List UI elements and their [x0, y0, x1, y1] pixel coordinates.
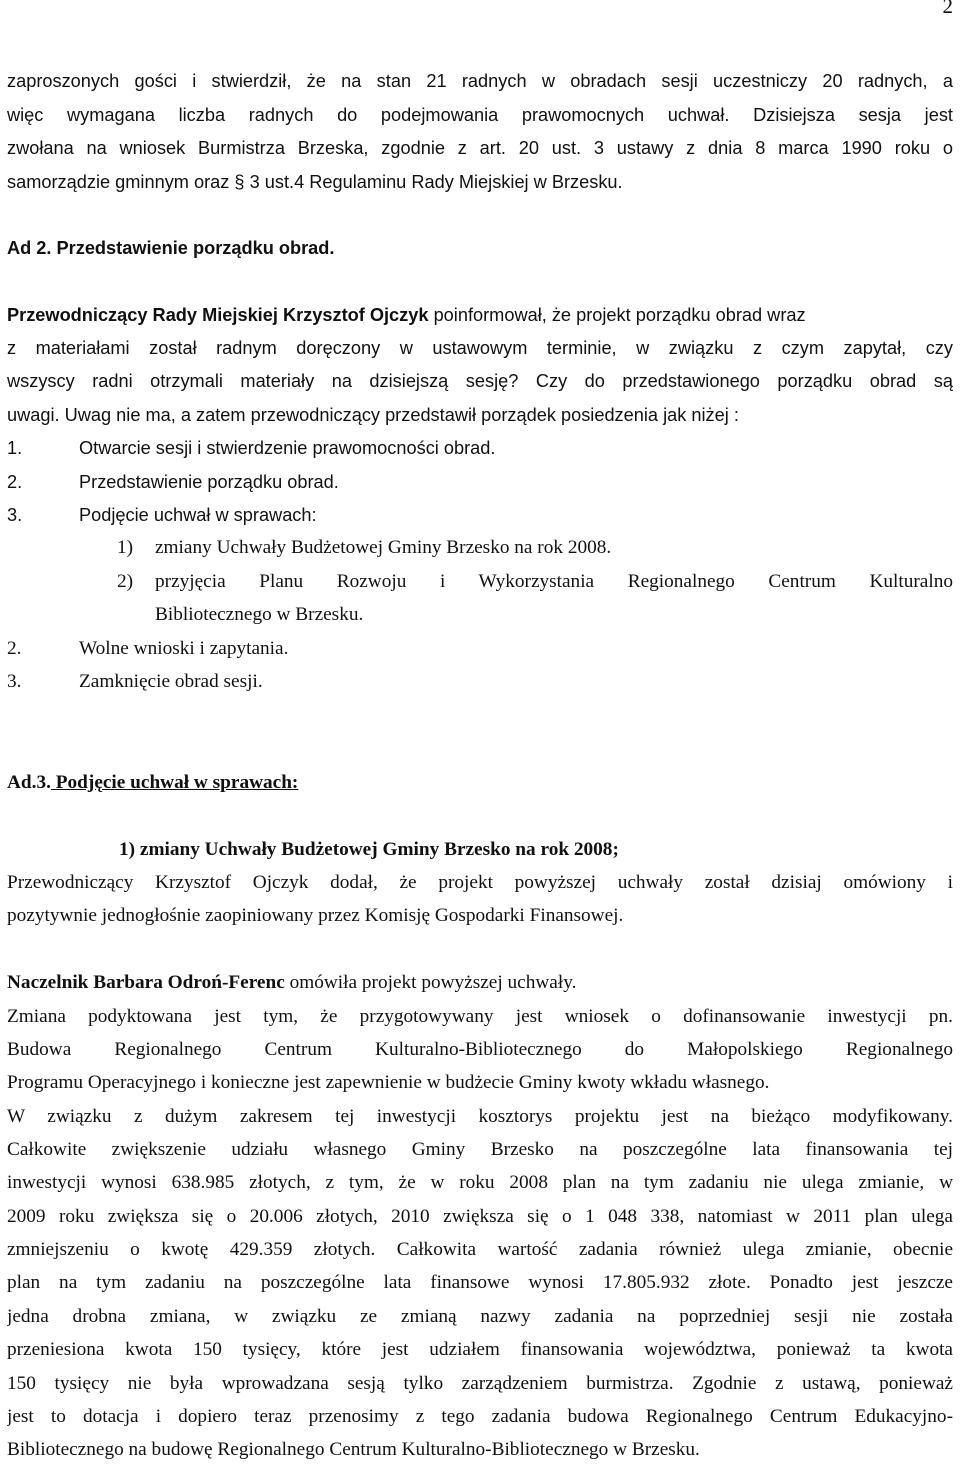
page-number: 2: [942, 0, 953, 18]
naczelnik-text: omówiła projekt powyższej uchwały.: [284, 972, 577, 993]
intro-line: zwołana na wniosek Burmistrza Brzeska, zgodnie z art. 20 ust. 3 ustawy z dnia 8 marca 1990 roku o: [7, 138, 953, 158]
agenda-num: 2.: [7, 472, 23, 492]
agenda-text: Podjęcie uchwał w sprawach:: [79, 505, 317, 525]
agenda-num: 2.: [7, 638, 22, 659]
ad3-para2-line: Bibliotecznego na budowę Regionalnego Centrum Kulturalno-Bibliotecznego w Brzesku.: [7, 1439, 700, 1460]
naczelnik-line: [7, 971, 953, 995]
ad3-para2-line: Całkowite zwiększenie udziału własnego Gminy Brzesko na poszczególne lata finansowania tej: [7, 1139, 953, 1160]
agenda-item: [7, 637, 953, 661]
agenda-text: Wolne wnioski i zapytania.: [79, 638, 289, 659]
ad3-para2-line: inwestycji wynosi 638.985 złotych, z tym, że w roku 2008 plan na tym zadaniu nie ulega zmianie, w: [7, 1172, 953, 1193]
agenda-num: 3.: [7, 505, 23, 525]
ad2-heading: Ad 2. Przedstawienie porządku obrad.: [7, 238, 335, 258]
agenda-text: Zamknięcie obrad sesji.: [79, 671, 263, 692]
ad3-para2-line: zmniejszeniu o kwotę 429.359 złotych. Całkowita wartość zadania również ulega zmianie, obecnie: [7, 1239, 953, 1260]
ad3-para2-line: Programu Operacyjnego i konieczne jest zapewnienie w budżecie Gminy kwoty wkładu własnego.: [7, 1072, 770, 1093]
ad3-para1-line: pozytywnie jednogłośnie zaopiniowany przez Komisję Gospodarki Finansowej.: [7, 905, 624, 926]
ad2-para-text: poinformował, że projekt porządku obrad wraz: [428, 305, 806, 325]
ad3-para2-line: jest to dotacja i dopiero teraz przenosimy z tego zadania budowa Regionalnego Centrum Edukacyjno-: [7, 1406, 953, 1427]
agenda-sub-text: Bibliotecznego w Brzesku.: [155, 604, 364, 625]
ad3-prefix: Ad.3.: [7, 772, 51, 793]
ad3-para2-line: W związku z dużym zakresem tej inwestycji kosztorys projektu jest na bieżąco modyfikowany.: [7, 1106, 953, 1127]
agenda-sub-num: 1): [117, 537, 134, 558]
agenda-sub-text: zmiany Uchwały Budżetowej Gminy Brzesko na rok 2008.: [155, 537, 612, 558]
agenda-text: Przedstawienie porządku obrad.: [79, 472, 339, 492]
ad3-para1-line: Przewodniczący Krzysztof Ojczyk dodał, że projekt powyższej uchwały został dzisiaj omówiony i: [7, 872, 953, 893]
ad3-heading: [7, 771, 953, 795]
intro-line: więc wymagana liczba radnych do podejmowania prawomocnych uchwał. Dzisiejsza sesja jest: [7, 105, 953, 125]
ad2-para-line: z materiałami został radnym doręczony w ustawowym terminie, w związku z czym zapytał, czy: [7, 338, 953, 358]
agenda-item: [7, 436, 953, 460]
intro-line: samorządzie gminnym oraz § 3 ust.4 Regulaminu Rady Miejskiej w Brzesku.: [7, 172, 623, 192]
naczelnik-name: Naczelnik Barbara Odroń-Ferenc: [7, 972, 285, 993]
intro-line: zaproszonych gości i stwierdził, że na stan 21 radnych w obradach sesji uczestniczy 20 radnych, a: [7, 71, 953, 91]
ad3-para2-line: jedna drobna zmiana, w związku ze zmianą nazwy zadania na poprzedniej sesji nie została: [7, 1306, 953, 1327]
ad3-title: Podjęcie uchwał w sprawach:: [50, 772, 299, 793]
agenda-num: 3.: [7, 671, 22, 692]
agenda-item: [7, 503, 953, 527]
ad3-para2-line: 150 tysięcy nie była wprowadzana sesją tylko zarządzeniem burmistrza. Zgodnie z ustawą, ponieważ: [7, 1373, 953, 1394]
ad2-para-line-1: [7, 303, 953, 327]
ad3-subheading: 1) zmiany Uchwały Budżetowej Gminy Brzesko na rok 2008;: [119, 839, 619, 860]
ad3-para2-line: plan na tym zadaniu na poszczególne lata finansowe wynosi 17.805.932 złote. Ponadto jest jeszcze: [7, 1272, 953, 1293]
speaker-name: Przewodniczący Rady Miejskiej Krzysztof Ojczyk: [7, 305, 429, 325]
agenda-item: [7, 670, 953, 694]
ad2-para-line: uwagi. Uwag nie ma, a zatem przewodniczący przedstawił porządek posiedzenia jak niżej :: [7, 405, 739, 425]
ad3-para2-line: Budowa Regionalnego Centrum Kulturalno-Bibliotecznego do Małopolskiego Regionalnego: [7, 1039, 953, 1060]
agenda-item: [7, 470, 953, 494]
ad3-para2-line: Zmiana podyktowana jest tym, że przygotowywany jest wniosek o dofinansowanie inwestycji pn.: [7, 1006, 953, 1027]
agenda-sub-text: przyjęcia Planu Rozwoju i Wykorzystania Regionalnego Centrum Kulturalno: [155, 571, 953, 592]
ad3-para2-line: 2009 roku zwiększa się o 20.006 złotych, 2010 zwiększa się o 1 048 338, natomiast w 2011 plan ulega: [7, 1206, 953, 1227]
agenda-num: 1.: [7, 438, 23, 458]
agenda-text: Otwarcie sesji i stwierdzenie prawomocności obrad.: [79, 438, 496, 458]
ad2-para-line: wszyscy radni otrzymali materiały na dzisiejszą sesję? Czy do przedstawionego porządku obrad są: [7, 371, 953, 391]
ad3-para2-line: przeniesiona kwota 150 tysięcy, które jest udziałem finansowania województwa, ponieważ ta kwota: [7, 1339, 953, 1360]
agenda-sub-num: 2): [117, 571, 134, 592]
